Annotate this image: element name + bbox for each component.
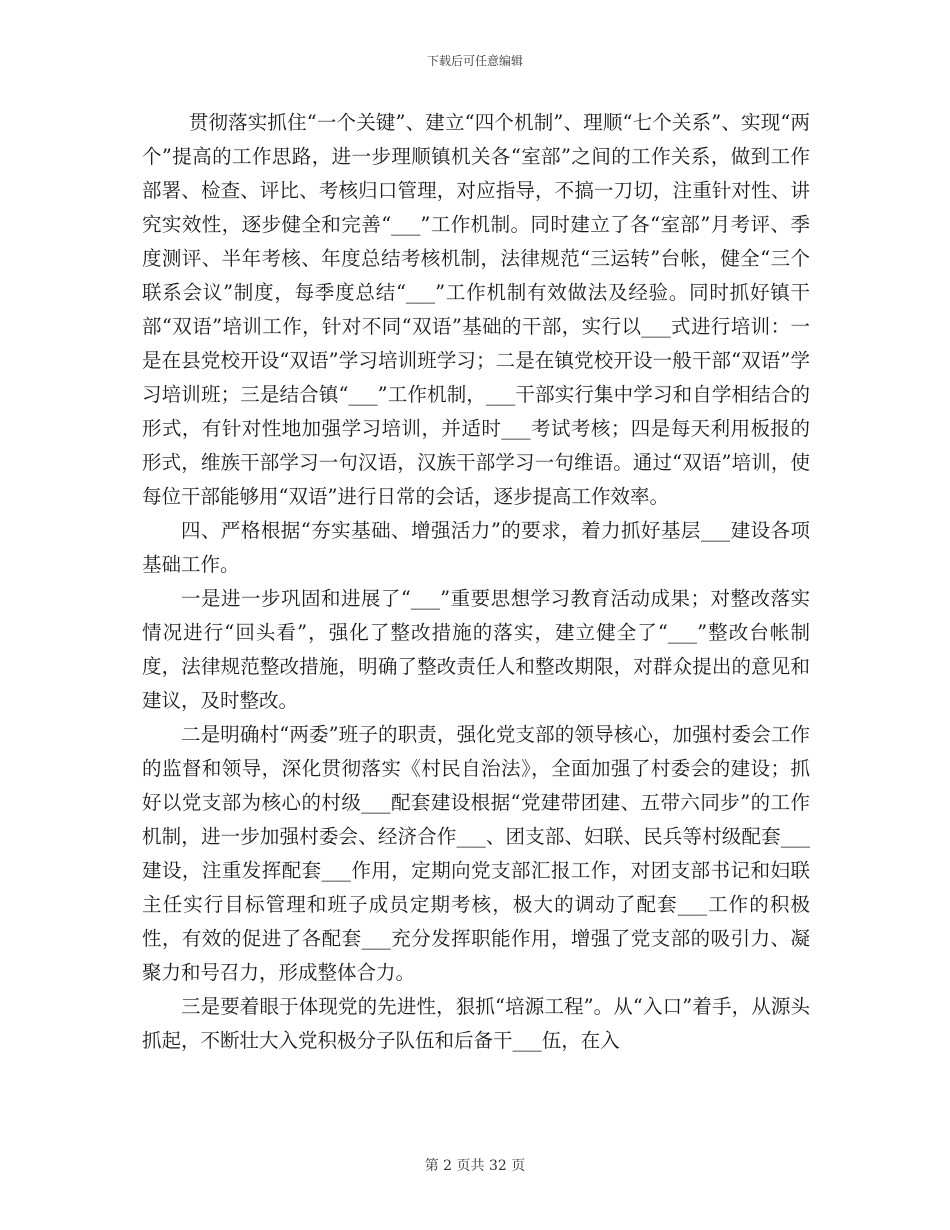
paragraph-2: 四、严格根据“夯实基础、增强活力”的要求，着力抓好基层___建设各项基础工作。 [142, 519, 810, 576]
paragraph-4: 二是明确村“两委”班子的职责，强化党支部的领导核心，加强村委会工作的监督和领导，深化贯彻落实《村民自治法》，全面加强了村委会的建设；抓好以党支部为核心的村级___配套建设根据“党建带团建、五带六同步”的工作机制，进一步加强村委会、经济合作___、团支部、妇联、民兵等村级配套___建设，注重发挥配套___作用，定期向党支部汇报工作，对团支部书记和妇联主任实行目标管理和班子成员定期考核，极大的调动了配套___工作的积极性，有效的促进了各配套___充分发挥职能作用，增强了党支部的吸引力、凝聚力和号召力，形成整体合力。 [142, 723, 810, 984]
document-body [142, 106, 810, 1058]
paragraph-1: 贯彻落实抓住“一个关键”、建立“四个机制”、理顺“七个关系”、实现“两个”提高的工作思路，进一步理顺镇机关各“室部”之间的工作关系，做到工作部署、检查、评比、考核归口管理，对应指导，不搞一刀切，注重针对性、讲究实效性，逐步健全和完善“___”工作机制。同时建立了各“室部”月考评、季度测评、半年考核、年度总结考核机制，法律规范“三运转”台帐，健全“三个联系会议”制度，每季度总结“___”工作机制有效做法及经验。同时抓好镇干部“双语”培训工作，针对不同“双语”基础的干部，实行以___式进行培训：一是在县党校开设“双语”学习培训班学习；二是在镇党校开设一般干部“双语”学习培训班；三是结合镇“___”工作机制，___干部实行集中学习和自学相结合的形式，有针对性地加强学习培训，并适时___考试考核；四是每天利用板报的形式，维族干部学习一句汉语，汉族干部学习一句维语。通过“双语”培训，使每位干部能够用“双语”进行日常的会话，逐步提高工作效率。 [142, 111, 810, 508]
page-header: 下载后可任意编辑 [426, 54, 523, 68]
paragraph-5: 三是要着眼于体现党的先进性，狠抓“培源工程”。从“入口”着手，从源头抓起，不断壮大入党积极分子队伍和后备干___伍，在入 [142, 995, 810, 1052]
paragraph-3: 一是进一步巩固和进展了“___”重要思想学习教育活动成果；对整改落实情况进行“回头看”，强化了整改措施的落实，建立健全了“___”整改台帐制度，法律规范整改措施，明确了整改责任人和整改期限，对群众提出的意见和建议，及时整改。 [142, 587, 810, 712]
page-number: 第 2 页共 32 页 [424, 1158, 526, 1174]
